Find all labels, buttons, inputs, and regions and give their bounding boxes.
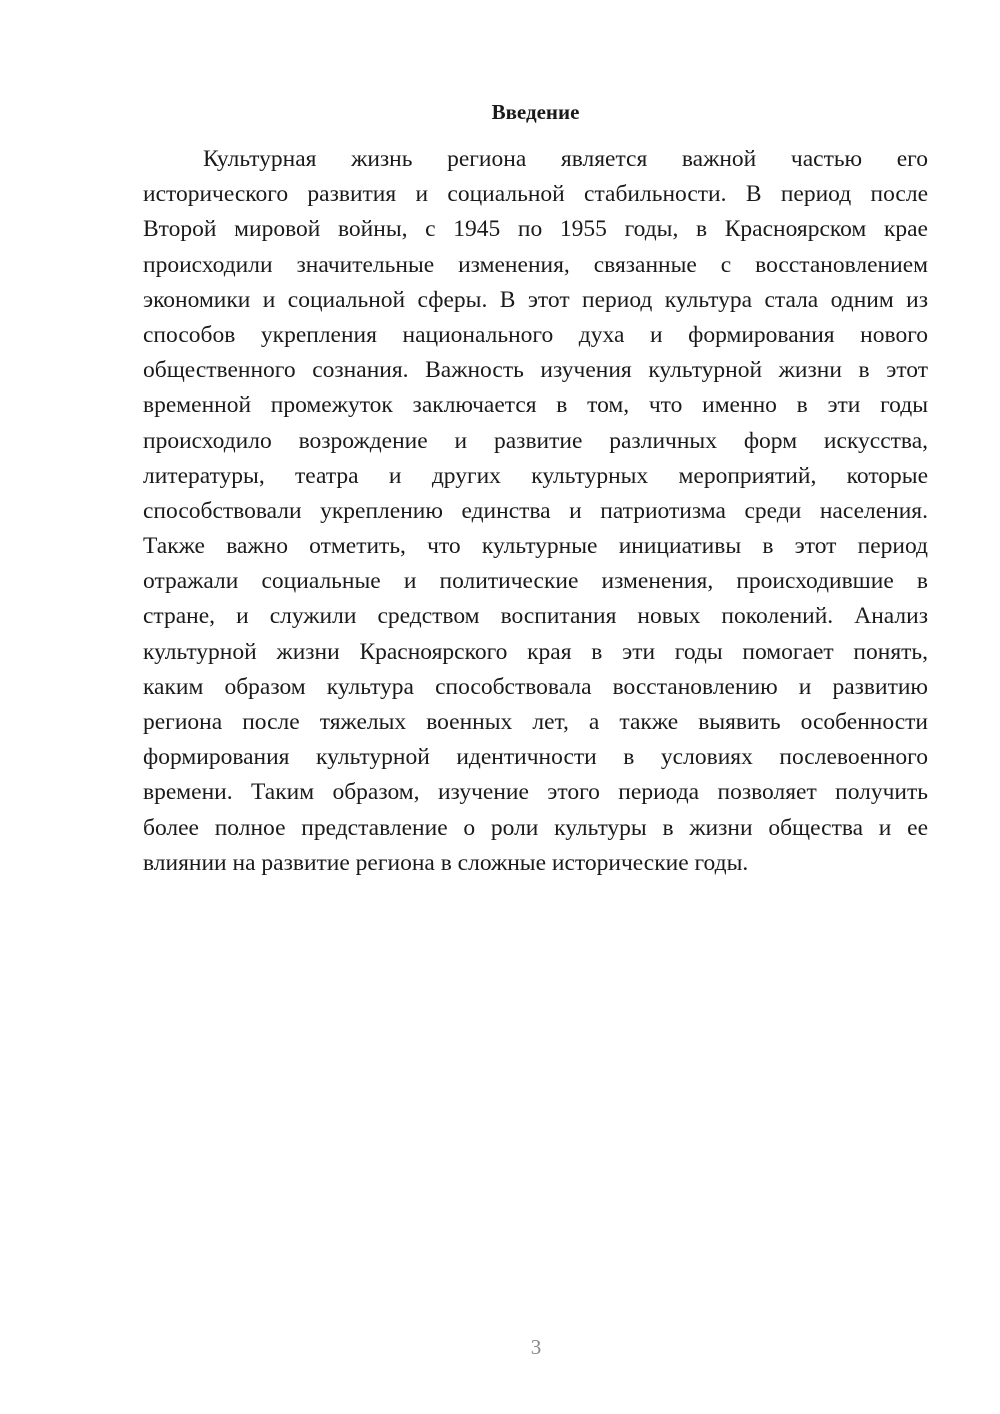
paragraph-line: каким образом культура способствовала восстановлению и развитию bbox=[143, 673, 928, 700]
paragraph-line: способствовали укреплению единства и патриотизма среди населения. bbox=[143, 497, 928, 524]
paragraph-line: Культурная жизнь региона является важной частью его bbox=[203, 146, 928, 172]
paragraph-line: временной промежуток заключается в том, что именно в эти годы bbox=[143, 392, 928, 419]
paragraph-line: происходило возрождение и развитие различных форм искусства, bbox=[143, 427, 928, 454]
paragraph-line: времени. Таким образом, изучение этого периода позволяет получить bbox=[143, 779, 928, 806]
paragraph-line: культурной жизни Красноярского края в эти годы помогает понять, bbox=[143, 638, 928, 665]
paragraph-line: влиянии на развитие региона в сложные исторические годы. bbox=[143, 849, 749, 876]
paragraph-line: исторического развития и социальной стабильности. В период после bbox=[143, 181, 928, 208]
paragraph-line: стране, и служили средством воспитания новых поколений. Анализ bbox=[143, 603, 928, 630]
paragraph-line: общественного сознания. Важность изучения культурной жизни в этот bbox=[143, 357, 928, 384]
paragraph-line: происходили значительные изменения, связанные с восстановлением bbox=[143, 251, 928, 278]
paragraph-line: экономики и социальной сферы. В этот период культура стала одним из bbox=[143, 286, 928, 313]
paragraph-line: способов укрепления национального духа и формирования нового bbox=[143, 321, 928, 348]
page-number: 3 bbox=[530, 1335, 542, 1359]
introduction-paragraph bbox=[143, 142, 928, 881]
paragraph-line: региона после тяжелых военных лет, а также выявить особенности bbox=[143, 709, 928, 735]
paragraph-line: Второй мировой войны, с 1945 по 1955 годы, в Красноярском крае bbox=[143, 216, 928, 243]
paragraph-line: литературы, театра и других культурных мероприятий, которые bbox=[143, 462, 928, 489]
paragraph-line: формирования культурной идентичности в условиях послевоенного bbox=[143, 744, 928, 771]
section-heading: Введение bbox=[491, 100, 580, 124]
paragraph-line: Также важно отметить, что культурные инициативы в этот период bbox=[143, 533, 928, 560]
paragraph-line: отражали социальные и политические изменения, происходившие в bbox=[143, 568, 928, 595]
paragraph-line: более полное представление о роли культуры в жизни общества и ее bbox=[143, 814, 928, 841]
